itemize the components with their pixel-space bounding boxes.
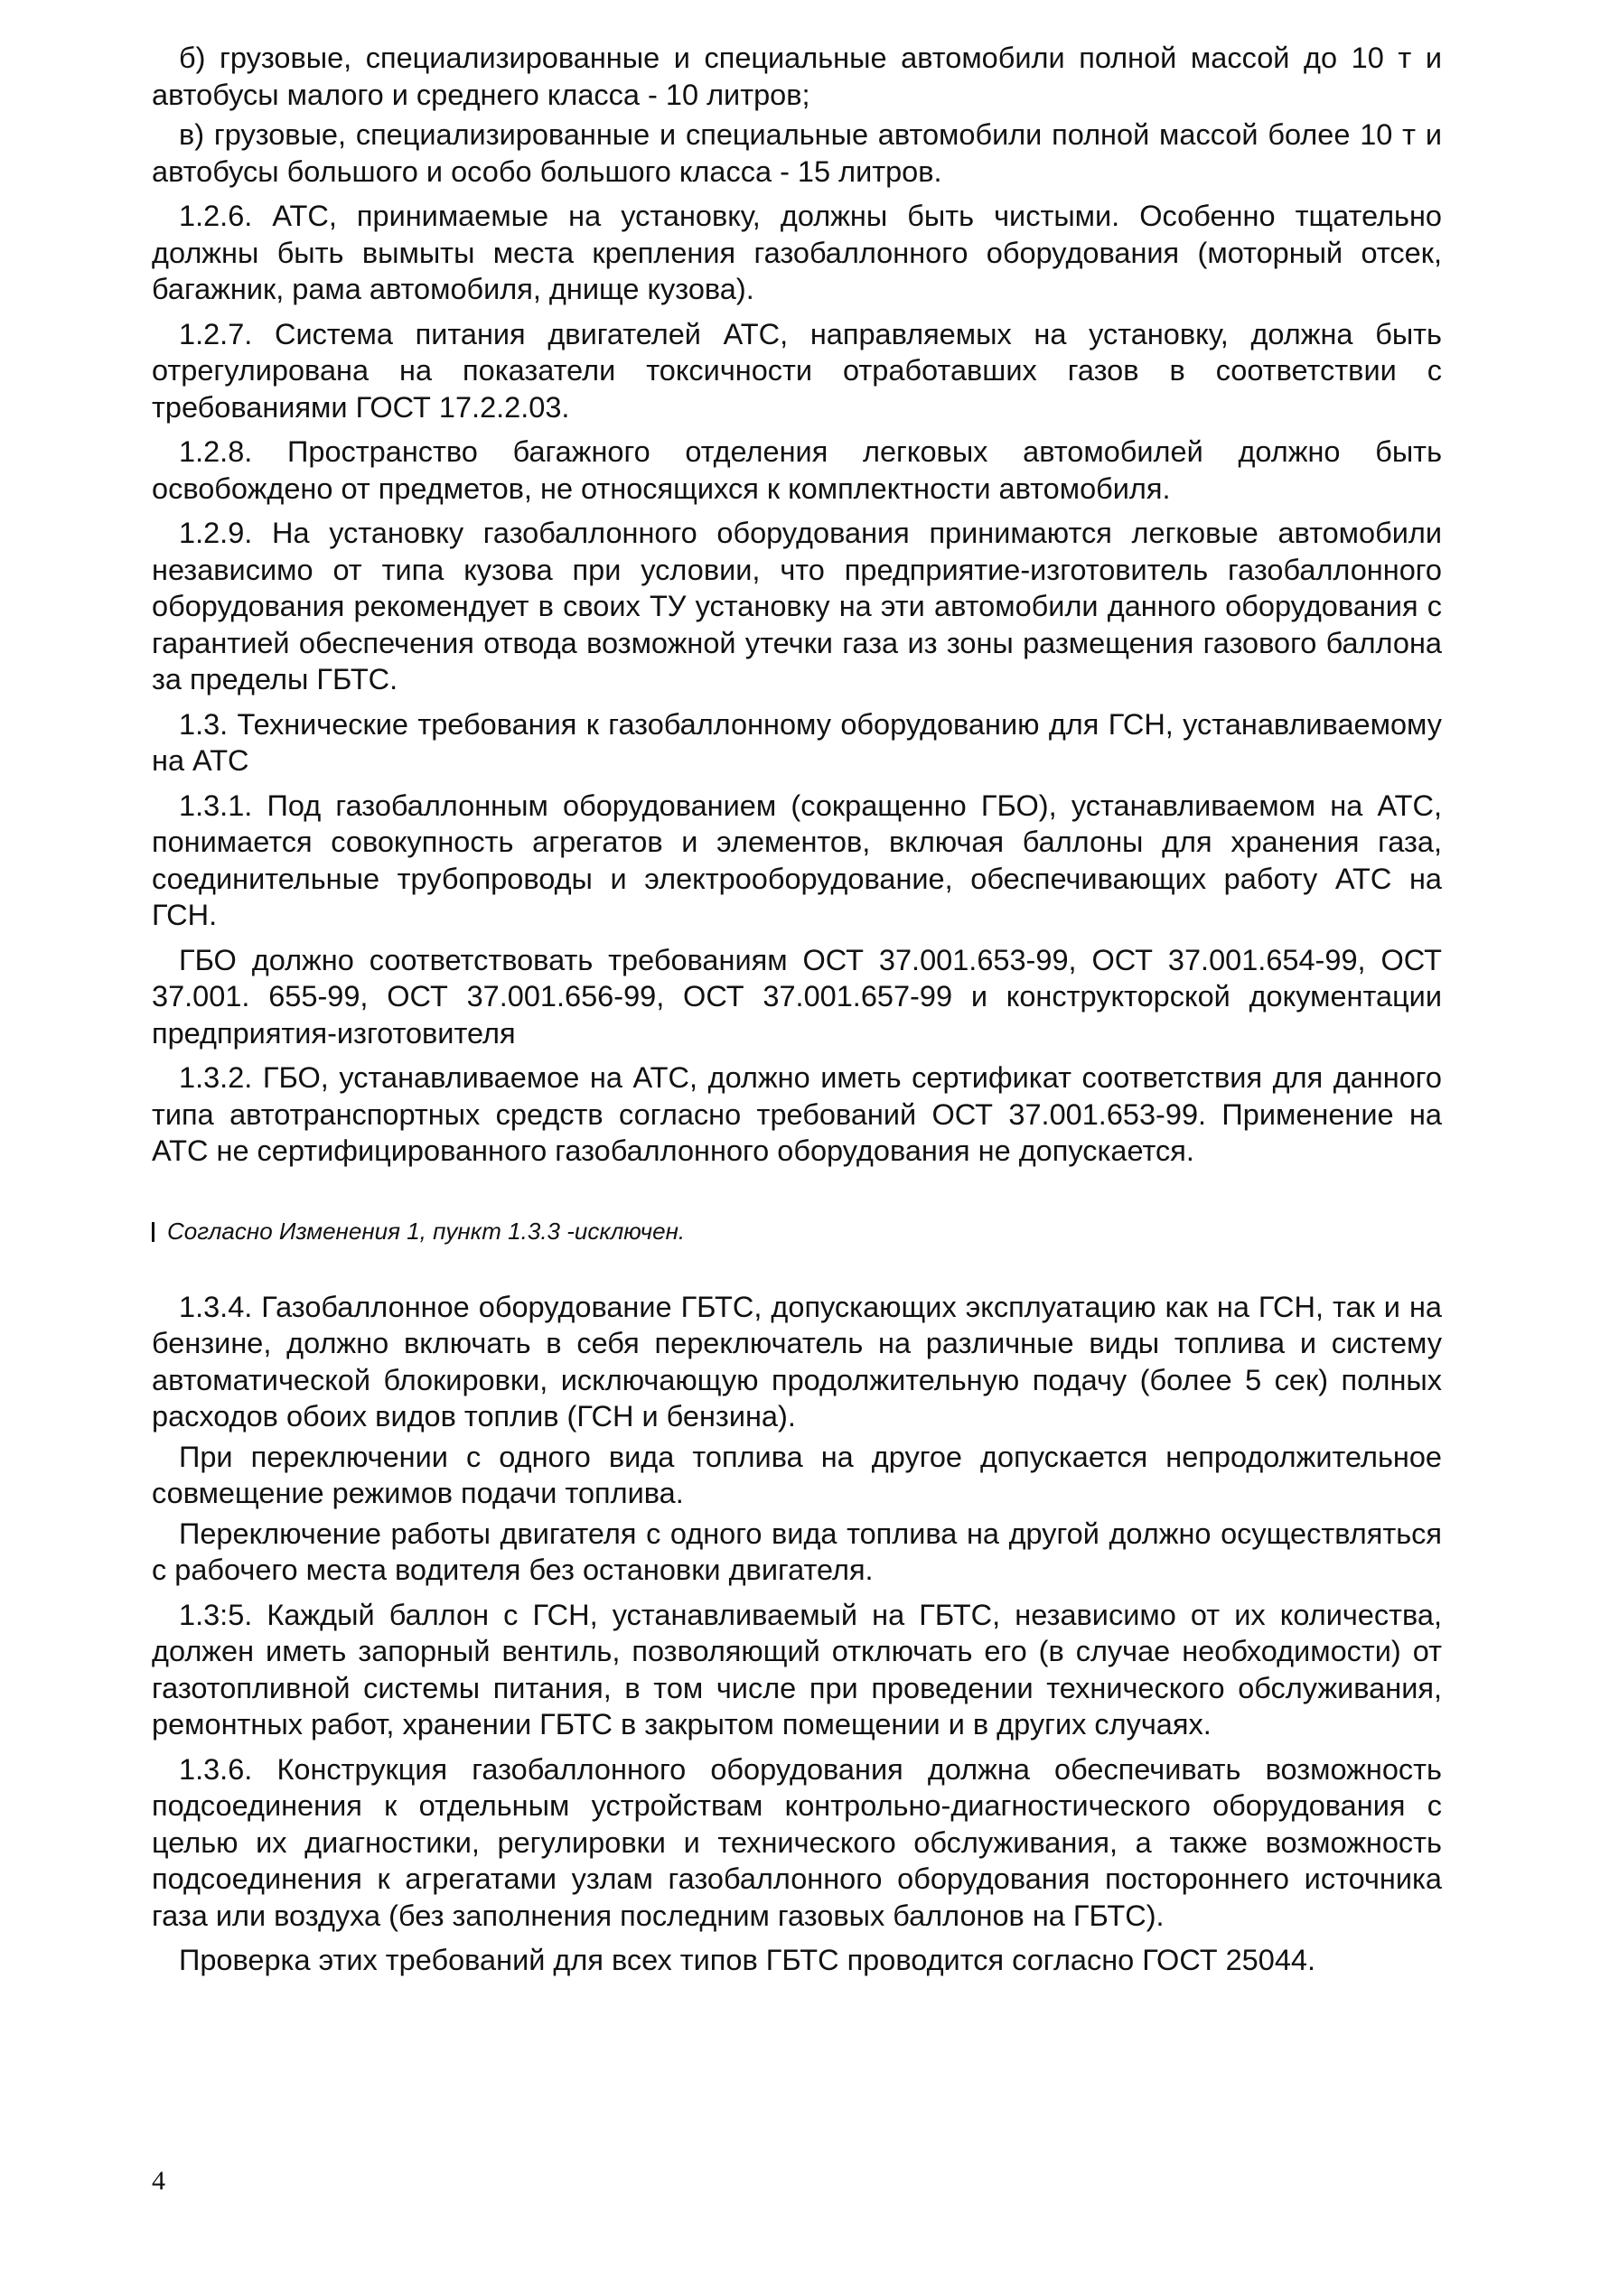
paragraph-1-3-4: 1.3.4. Газобаллонное оборудование ГБТС, допускающих эксплуатацию как на ГСН, так и на бензине, должно включать в себя переключатель на различные виды топлива и систему автоматической блокировки, исключающую продолжительную подачу (более 5 сек) полных расходов обоих видов топлив (ГСН и бензина). — [152, 1290, 1442, 1433]
paragraph-1-3-1: 1.3.1. Под газобаллонным оборудованием (сокращенно ГБО), устанавливаемом на АТС, понимается совокупность агрегатов и элементов, включая баллоны для хранения газа, соединительные трубопроводы и электрооборудование, обеспечивающих работу АТС на ГСН. — [152, 789, 1442, 931]
paragraph-1-2-6: 1.2.6. АТС, принимаемые на установку, должны быть чистыми. Особенно тщательно должны быть вымыты места крепления газобаллонного оборудования (моторный отсек, багажник, рама автомобиля, днище кузова). — [152, 200, 1442, 305]
amendment-note-text: Согласно Изменения 1, пункт 1.3.3 -исключен. — [167, 1217, 686, 1245]
paragraph-1-2-9: 1.2.9. На установку газобаллонного оборудования принимаются легковые автомобили независимо от типа кузова при условии, что предприятие-изготовитель газобаллонного оборудования рекомендует в своих ТУ установку на эти автомобили данного оборудования с гарантией обеспечения отвода возможной утечки газа из зоны размещения газового баллона за пределы ГБТС. — [152, 517, 1442, 695]
paragraph-1-3-6: 1.3.6. Конструкция газобаллонного оборудования должна обеспечивать возможность подсоединения к отдельным устройствам контрольно-диагностического оборудования с целью их диагностики, регулировки и технического обслуживания, а также возможность подсоединения к агрегатами узлам газобаллонного оборудования постороннего источника газа или воздуха (без заполнения последним газовых баллонов на ГБТС). — [152, 1752, 1442, 1932]
paragraph-1-2-8: 1.2.8. Пространство багажного отделения легковых автомобилей должно быть освобождено от предметов, не относящихся к комплектности автомобиля. — [152, 435, 1442, 505]
revision-bar — [152, 1222, 154, 1242]
amendment-note — [152, 1217, 1442, 1246]
paragraph-verification: Проверка этих требований для всех типов ГБТС проводится согласно ГОСТ 25044. — [179, 1944, 1316, 1976]
paragraph-fuel-switching: При переключении с одного вида топлива на другое допускается непродолжительное совмещение режимов подачи топлива. — [152, 1440, 1442, 1509]
paragraph-v: в) грузовые, специализированные и специальные автомобили полной массой более 10 т и автобусы большого и особо большого класса - 15 литров. — [152, 118, 1442, 188]
paragraph-1-3: 1.3. Технические требования к газобаллонному оборудованию для ГСН, устанавливаемому на АТС — [152, 707, 1442, 777]
page-number: 4 — [152, 2166, 165, 2196]
paragraph-1-2-7: 1.2.7. Система питания двигателей АТС, направляемых на установку, должна быть отрегулирована на показатели токсичности отработавших газов в соответствии с требованиями ГОСТ 17.2.2.03. — [152, 317, 1442, 424]
paragraph-gbo-requirements: ГБО должно соответствовать требованиям ОСТ 37.001.653-99, ОСТ 37.001.654-99, ОСТ 37.001. 655-99, ОСТ 37.001.656-99, ОСТ 37.001.657-99 и конструкторской документации предприятия-изготовителя — [152, 943, 1442, 1050]
paragraph-1-3-5: 1.3:5. Каждый баллон с ГСН, устанавливаемый на ГБТС, независимо от их количества, должен иметь запорный вентиль, позволяющий отключать его (в случае необходимости) от газотопливной системы питания, в том числе при проведении технического обслуживания, ремонтных работ, хранении ГБТС в закрытом помещении и в других случаях. — [152, 1598, 1442, 1741]
document-page — [152, 40, 1442, 1979]
paragraph-b: б) грузовые, специализированные и специальные автомобили полной массой до 10 т и автобусы малого и среднего класса - 10 литров; — [152, 42, 1442, 111]
paragraph-switch-from-driver-seat: Переключение работы двигателя с одного вида топлива на другой должно осуществляться с рабочего места водителя без остановки двигателя. — [152, 1517, 1442, 1586]
paragraph-1-3-2: 1.3.2. ГБО, устанавливаемое на АТС, должно иметь сертификат соответствия для данного типа автотранспортных средств согласно требований ОСТ 37.001.653-99. Применение на АТС не сертифицированного газобаллонного оборудования не допускается. — [152, 1061, 1442, 1167]
